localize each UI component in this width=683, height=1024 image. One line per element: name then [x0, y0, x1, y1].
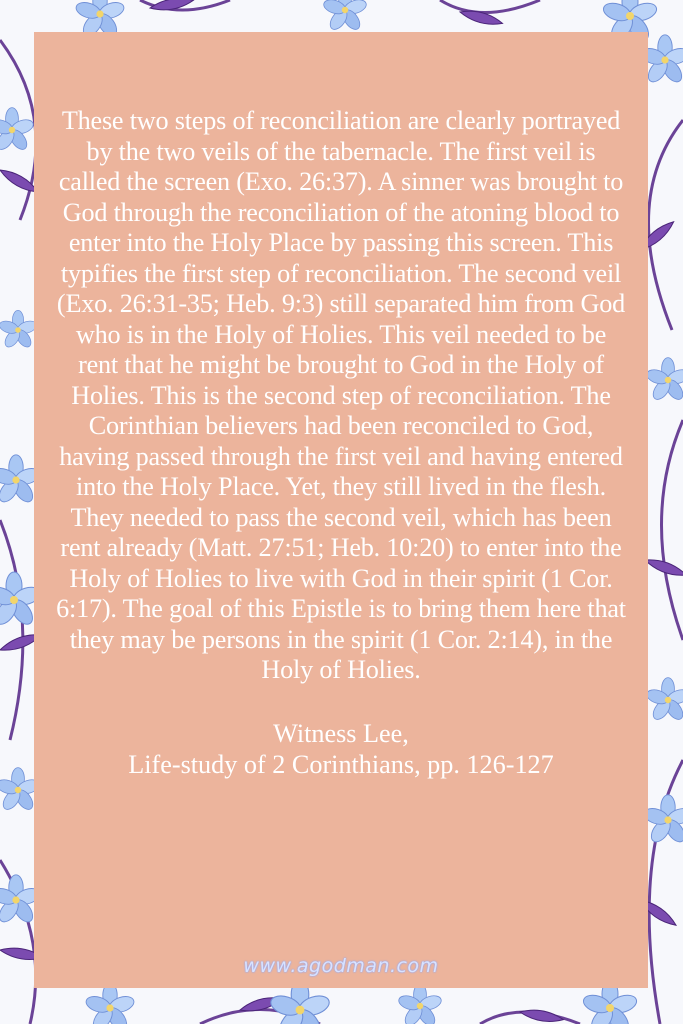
website-watermark: www.agodman.com	[243, 955, 439, 977]
quote-card	[34, 32, 648, 988]
quote-text: These two steps of reconciliation are clearly portrayed by the two veils of the tabernacle. The first veil is called the screen (Exo. 26:37). A sinner was brought to God through the reconciliation of the atoning blood to enter into the Holy Place by passing this screen. This typifies the first step of reconciliation. The second veil (Exo. 26:31-35; Heb. 9:3) still separated him from God who is in the Holy of Holies. This veil needed to be rent that he might be brought to God in the Holy of Holies. This is the second step of reconciliation. The Corinthian believers had been reconciled to God, having passed through the first veil and having entered into the Holy Place. Yet, they still lived in the flesh. They needed to pass the second veil, which has been rent already (Matt. 27:51; Heb. 10:20) to enter into the Holy of Holies to live with God in their spirit (1 Cor. 6:17). The goal of this Epistle is to bring them here that they may be persons in the spirit (1 Cor. 2:14), in the Holy of Holies.	[56, 106, 626, 684]
attribution	[54, 718, 628, 780]
attribution-source: Life-study of 2 Corinthians, pp. 126-127	[128, 749, 554, 779]
attribution-author: Witness Lee,	[273, 718, 409, 748]
